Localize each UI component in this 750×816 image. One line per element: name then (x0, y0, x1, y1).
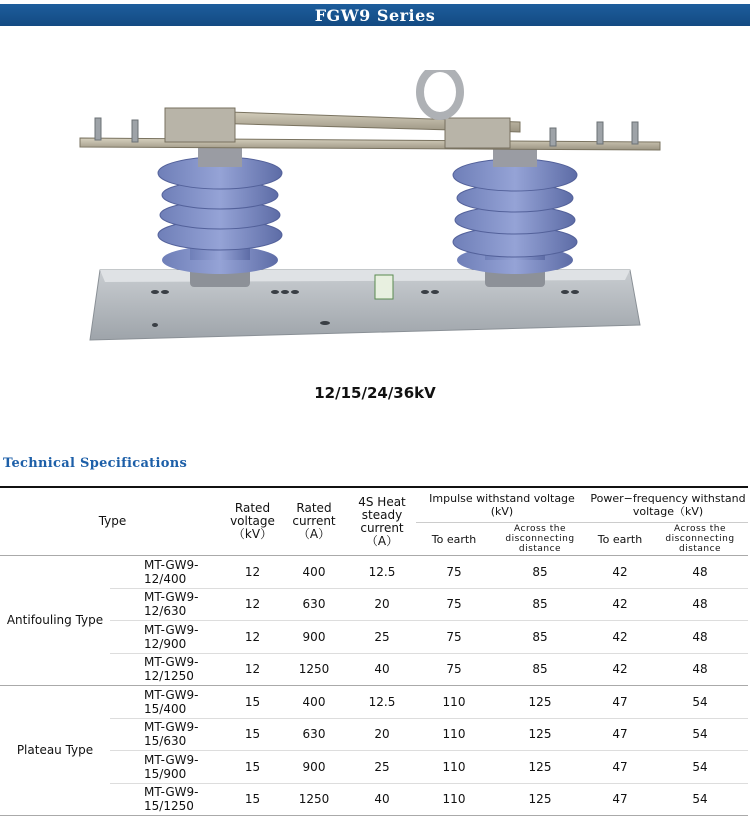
pf-to-earth-cell: 47 (588, 783, 652, 816)
impulse-across-cell: 85 (492, 621, 588, 654)
pf-across-cell: 54 (652, 783, 748, 816)
rated-voltage-cell: 15 (225, 718, 280, 751)
header-impulse-to-earth: To earth (431, 532, 477, 546)
header-heat-current: 4S Heat steady current（A） (348, 487, 416, 556)
impulse-across-cell: 85 (492, 556, 588, 589)
type-model-cell: MT-GW9-15/630 (110, 718, 225, 751)
type-model-cell: MT-GW9-15/900 (110, 751, 225, 784)
heat-current-cell: 12.5 (348, 686, 416, 719)
pf-to-earth-cell: 42 (588, 588, 652, 621)
header-impulse: Impulse withstand voltage (kV) (416, 487, 588, 523)
table-row (0, 653, 748, 686)
type-model-cell: MT-GW9-15/1250 (110, 783, 225, 816)
pf-to-earth-cell: 42 (588, 556, 652, 589)
pf-across-cell: 54 (652, 751, 748, 784)
rated-voltage-cell: 12 (225, 653, 280, 686)
table-row (0, 718, 748, 751)
specifications-body (0, 556, 748, 816)
pf-to-earth-cell: 42 (588, 653, 652, 686)
pf-to-earth-cell: 42 (588, 621, 652, 654)
header-rated-voltage: Rated voltage（kV） (225, 487, 280, 556)
heat-current-cell: 25 (348, 751, 416, 784)
heat-current-cell: 12.5 (348, 556, 416, 589)
disconnect-switch-illustration (70, 70, 670, 360)
impulse-to-earth-cell: 110 (416, 718, 492, 751)
heat-current-cell: 20 (348, 718, 416, 751)
rated-current-cell: 400 (280, 686, 348, 719)
header-power-frequency: Power−frequency withstand voltage（kV) (588, 487, 748, 523)
rated-voltage-cell: 12 (225, 556, 280, 589)
type-model-cell: MT-GW9-12/400 (110, 556, 225, 589)
impulse-across-cell: 85 (492, 588, 588, 621)
rated-voltage-cell: 15 (225, 686, 280, 719)
rated-current-cell: 900 (280, 751, 348, 784)
voltage-range: 12/15/24/36kV (314, 384, 436, 402)
impulse-to-earth-cell: 75 (416, 588, 492, 621)
rated-voltage-cell: 12 (225, 588, 280, 621)
header-pf-across: Across the disconnecting distance (665, 524, 735, 554)
impulse-across-cell: 125 (492, 686, 588, 719)
pf-across-cell: 48 (652, 588, 748, 621)
section-title: Technical Specifications (3, 456, 188, 471)
heat-current-cell: 40 (348, 653, 416, 686)
impulse-to-earth-cell: 110 (416, 686, 492, 719)
table-row (0, 556, 748, 589)
header-type: Type (0, 487, 225, 556)
pf-across-cell: 48 (652, 621, 748, 654)
type-model-cell: MT-GW9-12/630 (110, 588, 225, 621)
header-impulse-across: Across the disconnecting distance (505, 524, 575, 554)
impulse-to-earth-cell: 110 (416, 751, 492, 784)
impulse-across-cell: 125 (492, 751, 588, 784)
table-row (0, 621, 748, 654)
heat-current-cell: 20 (348, 588, 416, 621)
header-rated-current: Rated current（A） (280, 487, 348, 556)
rated-current-cell: 630 (280, 718, 348, 751)
heat-current-cell: 40 (348, 783, 416, 816)
pf-to-earth-cell: 47 (588, 751, 652, 784)
series-banner (0, 4, 750, 26)
rated-voltage-cell: 12 (225, 621, 280, 654)
table-row (0, 783, 748, 816)
category-cell: Antifouling Type (0, 556, 110, 686)
header-row (0, 487, 748, 523)
impulse-to-earth-cell: 75 (416, 653, 492, 686)
rated-current-cell: 400 (280, 556, 348, 589)
rated-current-cell: 630 (280, 588, 348, 621)
table-row (0, 588, 748, 621)
rated-voltage-cell: 15 (225, 783, 280, 816)
rated-current-cell: 1250 (280, 783, 348, 816)
type-model-cell: MT-GW9-15/400 (110, 686, 225, 719)
pf-across-cell: 48 (652, 653, 748, 686)
table-row (0, 751, 748, 784)
specifications-table (0, 486, 748, 816)
header-pf-to-earth: To earth (597, 532, 643, 546)
impulse-to-earth-cell: 75 (416, 556, 492, 589)
rated-current-cell: 1250 (280, 653, 348, 686)
impulse-to-earth-cell: 110 (416, 783, 492, 816)
category-cell: Plateau Type (0, 686, 110, 816)
impulse-to-earth-cell: 75 (416, 621, 492, 654)
type-model-cell: MT-GW9-12/1250 (110, 653, 225, 686)
series-title: FGW9 Series (314, 5, 436, 25)
pf-across-cell: 54 (652, 718, 748, 751)
rated-voltage-cell: 15 (225, 751, 280, 784)
table-row (0, 686, 748, 719)
heat-current-cell: 25 (348, 621, 416, 654)
pf-to-earth-cell: 47 (588, 686, 652, 719)
pf-across-cell: 48 (652, 556, 748, 589)
pf-to-earth-cell: 47 (588, 718, 652, 751)
pf-across-cell: 54 (652, 686, 748, 719)
impulse-across-cell: 85 (492, 653, 588, 686)
type-model-cell: MT-GW9-12/900 (110, 621, 225, 654)
impulse-across-cell: 125 (492, 718, 588, 751)
rated-current-cell: 900 (280, 621, 348, 654)
impulse-across-cell: 125 (492, 783, 588, 816)
